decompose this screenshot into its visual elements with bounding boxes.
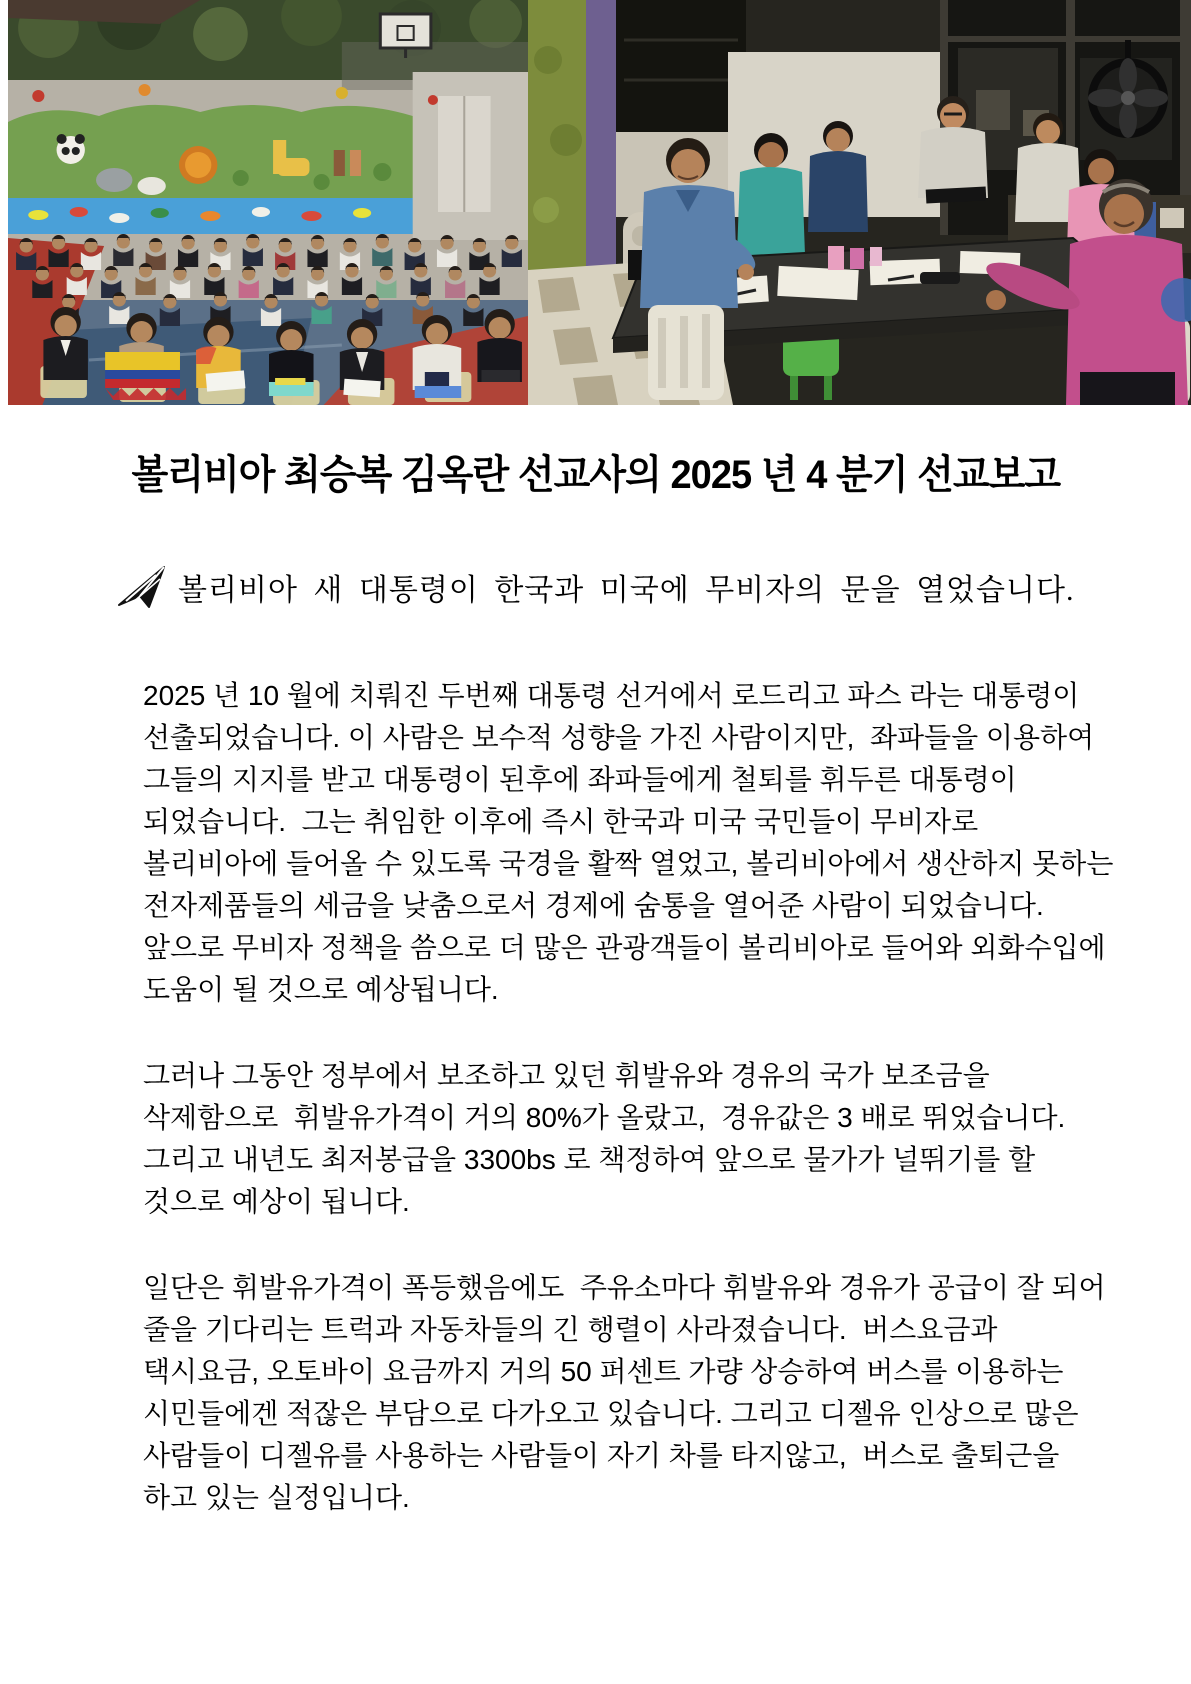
- text-line: 그리고 내년도 최저봉급을 3300bs 로 책정하여 앞으로 물가가 널뛰기를 할: [143, 1144, 1036, 1175]
- text-line: 앞으로 무비자 정책을 씀으로 더 많은 관광객들이 볼리비아로 들어와 외화수입에: [143, 932, 1106, 963]
- section-heading-text: 볼리비아 새 대통령이 한국과 미국에 무비자의 문을 열었습니다.: [178, 574, 1075, 607]
- text-line: 선출되었습니다. 이 사람은 보수적 성향을 가진 사람이지만, 좌파들을 이용하여: [143, 722, 1095, 753]
- report-body: [143, 675, 1191, 1519]
- text-line: 하고 있는 실정입니다.: [143, 1482, 410, 1513]
- text-line: 택시요금, 오토바이 요금까지 거의 50 퍼센트 가량 상승하여 버스를 이용하는: [143, 1356, 1064, 1387]
- text-line: 사람들이 디젤유를 사용하는 사람들이 자기 차를 타지않고, 버스로 출퇴근을: [143, 1440, 1060, 1471]
- report-title: [0, 451, 1191, 499]
- text-line: 그들의 지지를 받고 대통령이 된후에 좌파들에게 철퇴를 휘두른 대통령이: [143, 764, 1017, 795]
- paragraph-3: [143, 1267, 1191, 1519]
- photo-students-ceremony: [8, 0, 528, 405]
- report-title-text: 볼리비아 최승복 김옥란 선교사의 2025 년 4 분기 선교보고: [131, 453, 1060, 497]
- text-line: 2025 년 10 월에 치뤄진 두번째 대통령 선거에서 로드리고 파스 라는 대통령이: [143, 680, 1080, 711]
- photo-strip: [8, 0, 1191, 405]
- text-line: 것으로 예상이 됩니다.: [143, 1186, 410, 1217]
- text-line: 도움이 될 것으로 예상됩니다.: [143, 974, 499, 1005]
- text-line: 시민들에겐 적잖은 부담으로 다가오고 있습니다. 그리고 디젤유 인상으로 많은: [143, 1398, 1079, 1429]
- text-line: 되었습니다. 그는 취임한 이후에 즉시 한국과 미국 국민들이 무비자로: [143, 806, 979, 837]
- text-line: 일단은 휘발유가격이 폭등했음에도 주유소마다 휘발유와 경유가 공급이 잘 되어: [143, 1272, 1106, 1303]
- paper-airplane-icon: [116, 563, 168, 611]
- section-heading: [116, 561, 1191, 613]
- paragraph-2: [143, 1055, 1191, 1223]
- paragraph-1: [143, 675, 1191, 1011]
- text-line: 그러나 그동안 정부에서 보조하고 있던 휘발유와 경유의 국가 보조금을: [143, 1060, 990, 1091]
- text-line: 전자제품들의 세금을 낮춤으로서 경제에 숨통을 열어준 사람이 되었습니다.: [143, 890, 1044, 921]
- text-line: 삭제함으로 휘발유가격이 거의 80%가 올랐고, 경유값은 3 배로 뛰었습니다.: [143, 1102, 1066, 1133]
- text-line: 줄을 기다리는 트럭과 자동차들의 긴 행렬이 사라졌습니다. 버스요금과: [143, 1314, 998, 1345]
- photo-team-meeting: [528, 0, 1191, 405]
- text-line: 볼리비아에 들어올 수 있도록 국경을 활짝 열었고, 볼리비아에서 생산하지 못하는: [143, 848, 1114, 879]
